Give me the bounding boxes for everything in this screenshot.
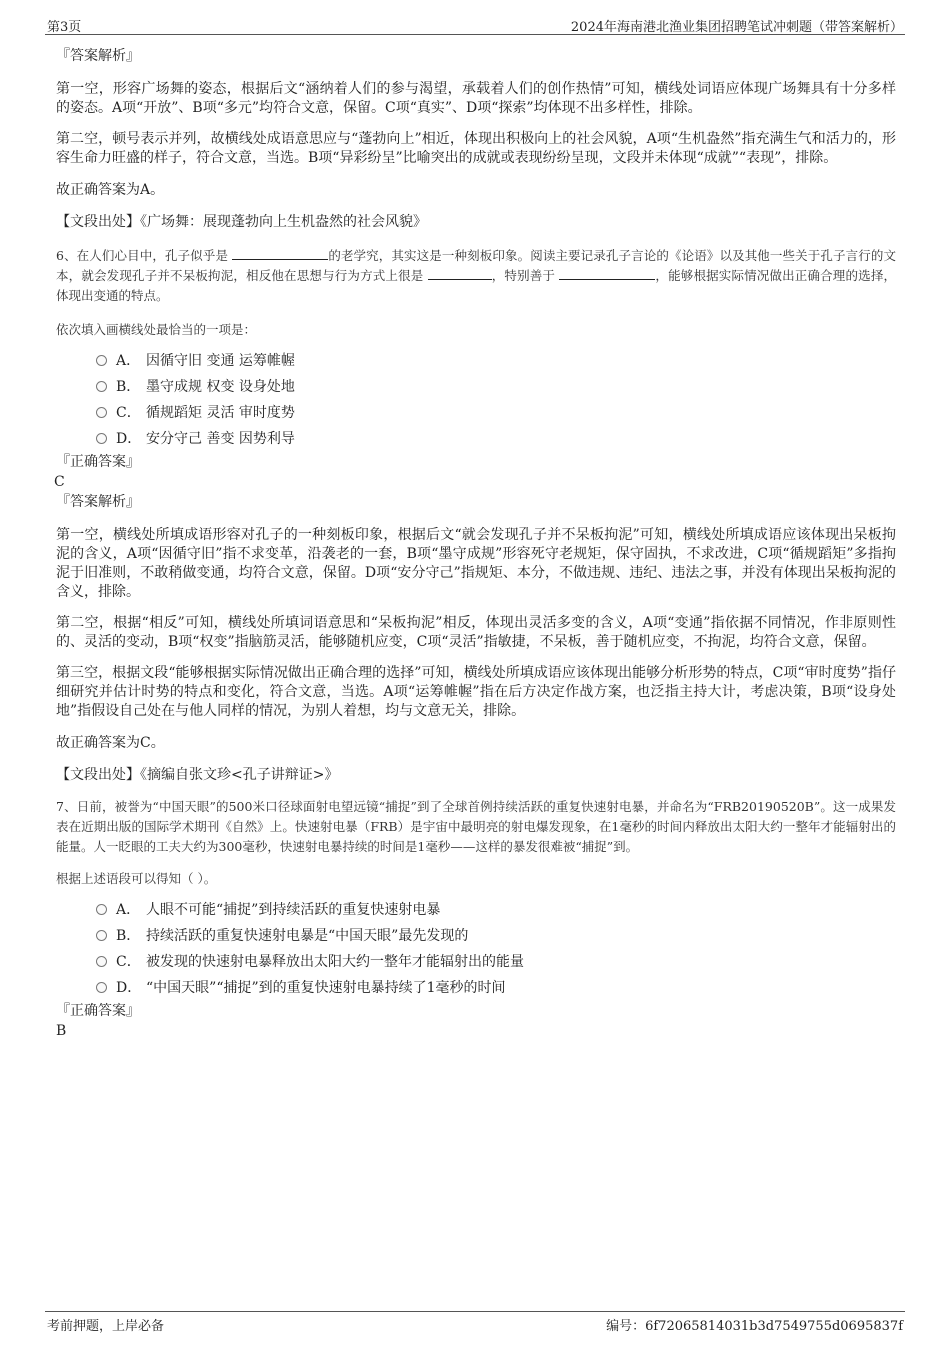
analysis-paragraph: 第三空，根据文段“能够根据实际情况做出正确合理的选择”可知，横线处所填成语应该体现出能够分析形势的特点，C项“审时度势”指仔细研究并估计时势的特点和变化，符合文意，当选。A项“运筹帷幄”指在后方决定作战方案，也泛指主持大计，考虑决策，B项“设身处地”指假设自己处在与他人同样的情况，为别人着想，均与文意无关，排除。 [56, 665, 896, 719]
question-6 [56, 246, 896, 785]
radio-icon[interactable] [96, 982, 107, 993]
option-b[interactable]: B． 持续活跃的重复快速射电暴是“中国天眼”最先发现的 [96, 923, 896, 949]
analysis-paragraph: 第二空，根据“相反”可知，横线处所填词语意思和“呆板拘泥”相反，体现出灵活多变的含义，A项“变通”指依据不同情况，作非原则性的、灵活的变动，B项“权变”指脑筋灵活，能够随机应变，C项“灵活”指敏捷，不呆板，善于随机应变，不拘泥，均符合文意，保留。 [56, 615, 896, 650]
source-citation: 【文段出处】《摘编自张文珍<孔子讲辩证>》 [56, 767, 339, 783]
question-5-analysis [56, 46, 896, 232]
option-a[interactable]: A． 因循守旧 变通 运筹帷幄 [96, 348, 896, 374]
option-a[interactable]: A． 人眼不可能“捕捉”到持续活跃的重复快速射电暴 [96, 897, 896, 923]
source-citation: 【文段出处】《广场舞：展现蓬勃向上生机盎然的社会风貌》 [56, 214, 427, 230]
question-7 [56, 797, 896, 1041]
options-list [96, 897, 896, 1001]
question-stem: 6、在人们心目中，孔子似乎是 的老学究，其实这是一种刻板印象。阅读主要记录孔子言论的《论语》以及其他一些关于孔子言行的文本，就会发现孔子并不呆板拘泥，相反他在思想与行为方式上很是 ，特别善于 ，能够根据实际情况做出正确合理的选择，体现出变通的特点。 [56, 248, 896, 303]
analysis-paragraph: 第一空，形容广场舞的姿态，根据后文“涵纳着人们的参与渴望，承载着人们的创作热情”可知，横线处词语应体现广场舞具有十分多样的姿态。A项“开放”、B项“多元”均符合文意，保留。C项“真实”、D项“探索”均体现不出多样性，排除。 [56, 81, 896, 116]
answer-blank [232, 247, 328, 260]
radio-icon[interactable] [96, 355, 107, 366]
radio-icon[interactable] [96, 956, 107, 967]
answer-conclusion: 故正确答案为C。 [56, 735, 165, 751]
option-b[interactable]: B． 墨守成规 权变 设身处地 [96, 374, 896, 400]
options-list [96, 348, 896, 452]
correct-answer-label: 『正确答案』 [56, 454, 140, 470]
analysis-label: 『答案解析』 [56, 48, 140, 64]
page-footer [45, 1311, 905, 1332]
document-id: 编号：6f72065814031b3d7549755d0695837f [606, 1319, 903, 1334]
footer-slogan: 考前押题，上岸必备 [47, 1319, 165, 1334]
option-d[interactable]: D． 安分守己 善变 因势利导 [96, 426, 896, 452]
page-number: 第3页 [47, 20, 82, 35]
answer-blank [559, 267, 655, 280]
answer-blank [428, 267, 492, 280]
document-body [56, 46, 896, 1041]
answer-conclusion: 故正确答案为A。 [56, 182, 165, 198]
analysis-paragraph: 第一空，横线处所填成语形容对孔子的一种刻板印象，根据后文“就会发现孔子并不呆板拘泥”可知，横线处所填成语应该体现出呆板拘泥的含义，A项“因循守旧”指不求变革，沿袭老的一套，B项“墨守成规”形容死守老规矩，保守固执，不求改进，C项“循规蹈矩”多指拘泥于旧准则，不敢稍做变通，均符合文意，保留。D项“安分守己”指规矩、本分，不做违规、违纪、违法之事，并没有体现出呆板拘泥的含义，排除。 [56, 527, 896, 600]
option-c[interactable]: C． 被发现的快速射电暴释放出太阳大约一整年才能辐射出的能量 [96, 949, 896, 975]
radio-icon[interactable] [96, 407, 107, 418]
page-header [45, 14, 905, 35]
option-c[interactable]: C． 循规蹈矩 灵活 审时度势 [96, 400, 896, 426]
correct-answer: B [56, 1023, 67, 1039]
analysis-paragraph: 第二空，顿号表示并列，故横线处成语意思应与“蓬勃向上”相近，体现出积极向上的社会风貌，A项“生机盎然”指充满生气和活力的，形容生命力旺盛的样子，符合文意，当选。B项“异彩纷呈”比喻突出的成就或表现纷纷呈现，文段并未体现“成就”“表现”，排除。 [56, 131, 896, 166]
radio-icon[interactable] [96, 930, 107, 941]
question-prompt: 根据上述语段可以得知（ ）。 [56, 871, 217, 886]
document-title: 2024年海南港北渔业集团招聘笔试冲刺题（带答案解析） [570, 20, 903, 35]
radio-icon[interactable] [96, 904, 107, 915]
question-stem: 7、日前，被誉为“中国天眼”的500米口径球面射电望远镜“捕捉”到了全球首例持续活跃的重复快速射电暴，并命名为“FRB20190520B”。这一成果发表在近期出版的国际学术期刊《自然》上。快速射电暴（FRB）是宇宙中最明亮的射电爆发现象，在1毫秒的时间内释放出太阳大约一整年才能辐射出的能量。人一眨眼的工夫大约为300毫秒，快速射电暴持续的时间是1毫秒——这样的暴发很难被“捕捉”到。 [56, 799, 896, 854]
question-prompt: 依次填入画横线处最恰当的一项是： [56, 322, 257, 337]
analysis-label: 『答案解析』 [56, 494, 140, 510]
radio-icon[interactable] [96, 433, 107, 444]
option-d[interactable]: D． “中国天眼”“捕捉”到的重复快速射电暴持续了1毫秒的时间 [96, 975, 896, 1001]
correct-answer: C [54, 474, 65, 490]
radio-icon[interactable] [96, 381, 107, 392]
correct-answer-label: 『正确答案』 [56, 1003, 140, 1019]
